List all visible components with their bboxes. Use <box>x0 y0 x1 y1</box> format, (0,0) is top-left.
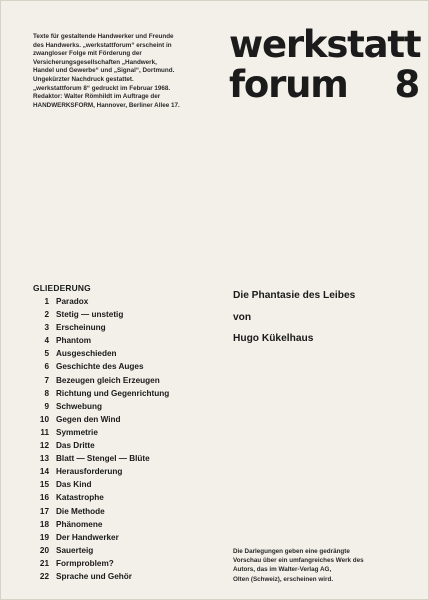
toc-item-number: 2 <box>44 310 49 320</box>
toc-item <box>33 376 203 389</box>
toc-item-number: 16 <box>39 493 49 503</box>
publication-info-line: Ungekürzter Nachdruck gestattet. <box>33 75 134 83</box>
toc-item-number: 14 <box>39 467 49 477</box>
toc-item <box>33 362 203 375</box>
toc-item <box>33 520 203 533</box>
toc-item <box>33 336 203 349</box>
toc-item-number: 19 <box>39 532 49 542</box>
toc-item-number: 9 <box>44 401 49 411</box>
toc-item-number: 5 <box>44 349 49 359</box>
toc-item <box>33 559 203 572</box>
toc-item <box>33 467 203 480</box>
toc-item-title: Katastrophe <box>56 493 104 503</box>
essay-by: von <box>233 311 252 323</box>
publication-info-line: Versicherungsgesellschaften „Handwerk, <box>33 58 157 66</box>
toc-item-title: Das Dritte <box>56 441 95 451</box>
toc-item-title: Herausforderung <box>56 467 123 477</box>
toc-item <box>33 349 203 362</box>
toc-item <box>33 441 203 454</box>
toc-item <box>33 493 203 506</box>
toc-item-number: 1 <box>44 297 49 306</box>
publisher-note <box>233 547 423 584</box>
toc-item <box>33 546 203 559</box>
toc-item <box>33 389 203 402</box>
publication-info-line: zwangloser Folge mit Förderung der <box>33 50 142 58</box>
toc-item <box>33 572 203 585</box>
toc-item <box>33 415 203 428</box>
toc-item-number: 21 <box>39 558 49 568</box>
toc-item <box>33 402 203 415</box>
toc-item-number: 10 <box>39 414 49 424</box>
table-of-contents <box>33 297 203 585</box>
toc-item-number: 12 <box>39 441 49 451</box>
toc-item-number: 17 <box>39 506 49 516</box>
toc-item-title: Schwebung <box>56 401 102 411</box>
publisher-note-line: Autors, das im Walter-Verlag AG, <box>233 566 332 574</box>
toc-item-title: Die Methode <box>56 506 105 516</box>
essay-title: Die Phantasie des Leibes <box>233 290 356 301</box>
toc-item-number: 20 <box>39 545 49 555</box>
toc-item-title: Der Handwerker <box>56 532 119 542</box>
publication-info-line: Texte für gestaltende Handwerker und Freunde <box>33 33 174 40</box>
masthead-word-werkstatt: werkstatt <box>229 23 421 66</box>
toc-item-title: Ausgeschieden <box>56 349 117 359</box>
toc-item-title: Das Kind <box>56 480 92 490</box>
toc-item <box>33 533 203 546</box>
toc-item <box>33 454 203 467</box>
publication-info-line: HANDWERKSFORM, Hannover, Berliner Allee 17. <box>33 101 180 109</box>
toc-item-title: Paradox <box>56 297 89 306</box>
toc-item-title: Gegen den Wind <box>56 414 121 424</box>
publisher-note-line: Olten (Schweiz), erscheinen wird. <box>233 575 334 583</box>
toc-item-number: 11 <box>40 427 49 437</box>
masthead <box>229 25 419 105</box>
toc-item-number: 7 <box>44 375 49 385</box>
publication-info-line: Handel und Gewerbe“ und „Signal“, Dortmund. <box>33 67 175 75</box>
toc-item-number: 13 <box>39 454 49 464</box>
publisher-note-line: Vorschau über ein umfangreiches Werk des <box>233 557 364 565</box>
publication-info <box>33 33 223 110</box>
toc-item-title: Phänomene <box>56 519 103 529</box>
toc-item-number: 8 <box>44 388 49 398</box>
publication-info-line: des Handwerks. „werkstattforum“ erscheint in <box>33 41 172 49</box>
essay-author: Hugo Kükelhaus <box>233 333 314 344</box>
issue-number: 8 <box>394 63 419 106</box>
toc-item <box>33 297 203 310</box>
publication-info-line: Redaktor: Walter Römhildt im Auftrage der <box>33 93 161 101</box>
toc-item-title: Sprache und Gehör <box>56 571 132 581</box>
toc-heading: GLIEDERUNG <box>33 283 91 293</box>
toc-item-title: Phantom <box>56 336 92 346</box>
toc-item <box>33 428 203 441</box>
publisher-note-line: Die Darlegungen geben eine gedrängte <box>233 548 350 555</box>
toc-item-title: Symmetrie <box>56 427 98 437</box>
masthead-row-top <box>229 25 419 65</box>
toc-item-title: Geschichte des Auges <box>56 362 144 372</box>
toc-item <box>33 480 203 493</box>
toc-item <box>33 507 203 520</box>
toc-item <box>33 323 203 336</box>
toc-item-title: Formproblem? <box>56 558 114 568</box>
toc-item-title: Sauerteig <box>56 545 94 555</box>
toc-item-number: 4 <box>44 336 49 346</box>
toc-item-title: Stetig — unstetig <box>56 310 124 320</box>
toc-item <box>33 310 203 323</box>
toc-item-number: 18 <box>39 519 49 529</box>
toc-item-title: Bezeugen gleich Erzeugen <box>56 375 160 385</box>
essay-block <box>233 289 413 354</box>
masthead-word-forum: forum <box>229 63 348 106</box>
publication-info-line: „werkstattforum 8“ gedruckt im Februar 1968. <box>33 84 171 92</box>
masthead-row-bottom <box>229 65 419 105</box>
toc-item-number: 6 <box>44 362 49 372</box>
toc-item-title: Erscheinung <box>56 323 106 333</box>
toc-item-title: Blatt — Stengel — Blüte <box>56 454 150 464</box>
toc-item-title: Richtung und Gegenrichtung <box>56 388 170 398</box>
toc-item-number: 3 <box>44 323 49 333</box>
toc-item-number: 22 <box>39 571 49 581</box>
toc-item-number: 15 <box>39 480 49 490</box>
